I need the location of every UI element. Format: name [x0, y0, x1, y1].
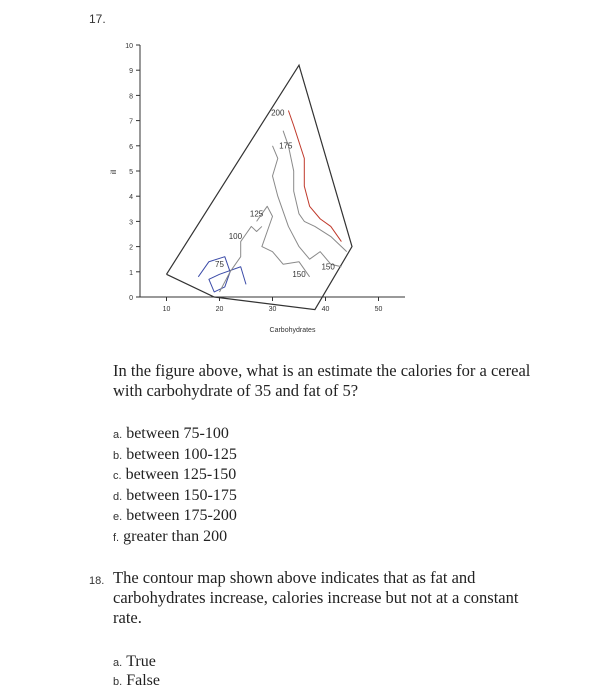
option-text: between 175-200 [126, 507, 237, 524]
x-tick-label: 50 [374, 306, 383, 313]
y-tick-label: 10 [125, 43, 133, 50]
option-letter: a. [113, 429, 123, 441]
question-18-number: 18. [89, 575, 105, 587]
x-tick-label: 10 [162, 306, 171, 313]
contour-label: 125 [249, 209, 264, 219]
q17-option-6[interactable] [113, 527, 227, 548]
contour-label: 150 [321, 262, 335, 272]
q17-option-2[interactable] [113, 445, 237, 466]
option-letter: e. [113, 511, 123, 523]
y-tick-label: 0 [129, 295, 133, 302]
q17-option-4[interactable] [113, 486, 237, 507]
contour-label: 75 [215, 259, 224, 269]
option-letter: f. [113, 531, 120, 544]
contour-label: 175 [279, 141, 293, 151]
option-text: greater than 200 [123, 527, 228, 545]
y-tick-label: 3 [129, 219, 133, 227]
x-tick-label: 30 [268, 306, 277, 313]
hull-boundary [167, 65, 353, 309]
contour-lines [167, 65, 353, 309]
contour-label: 200 [271, 108, 285, 118]
q17-option-3[interactable] [113, 465, 236, 486]
option-letter: b. [113, 676, 123, 688]
q17-option-1[interactable] [113, 424, 229, 445]
y-tick-label: 9 [129, 68, 133, 76]
option-text: True [126, 653, 156, 670]
option-text: between 100-125 [126, 445, 237, 463]
y-tick-label: 1 [129, 269, 133, 277]
y-tick-label: 2 [129, 244, 133, 252]
axes [111, 43, 405, 334]
option-text: between 150-175 [126, 486, 237, 504]
question-18-prompt: The contour map shown above indicates that as fat and carbohydrates increase, calories increase but not at a constant rate. [113, 568, 519, 627]
q17-option-5[interactable] [113, 506, 237, 527]
contour-line-150 [273, 146, 342, 267]
x-tick-label: 20 [215, 306, 224, 313]
option-text: between 125-150 [125, 466, 237, 483]
option-letter: d. [113, 490, 123, 503]
option-text: False [126, 672, 160, 689]
x-tick-label: 40 [321, 306, 330, 313]
y-tick-label: 6 [129, 143, 133, 151]
q18-option-1[interactable] [113, 652, 156, 673]
option-letter: c. [113, 470, 122, 482]
y-tick-label: 4 [129, 194, 133, 202]
y-tick-label: 7 [129, 118, 133, 126]
contour-line-200 [288, 111, 341, 242]
option-letter: b. [113, 449, 123, 462]
contour-label: 100 [228, 232, 243, 242]
y-tick-label: 5 [129, 169, 133, 176]
x-axis-label: Carbohydrates [269, 327, 316, 334]
question-17-number: 17. [89, 12, 106, 26]
option-text: between 75-100 [126, 425, 229, 442]
y-axis-label: ill [111, 169, 118, 175]
option-letter: a. [113, 657, 123, 669]
y-tick-label: 8 [129, 93, 133, 101]
q18-option-2[interactable] [113, 671, 160, 692]
question-17-prompt: In the figure above, what is an estimate the calories for a cereal with carbohydrate of 35 and fat of 5? [113, 361, 531, 400]
contour-label: 150 [292, 269, 306, 279]
